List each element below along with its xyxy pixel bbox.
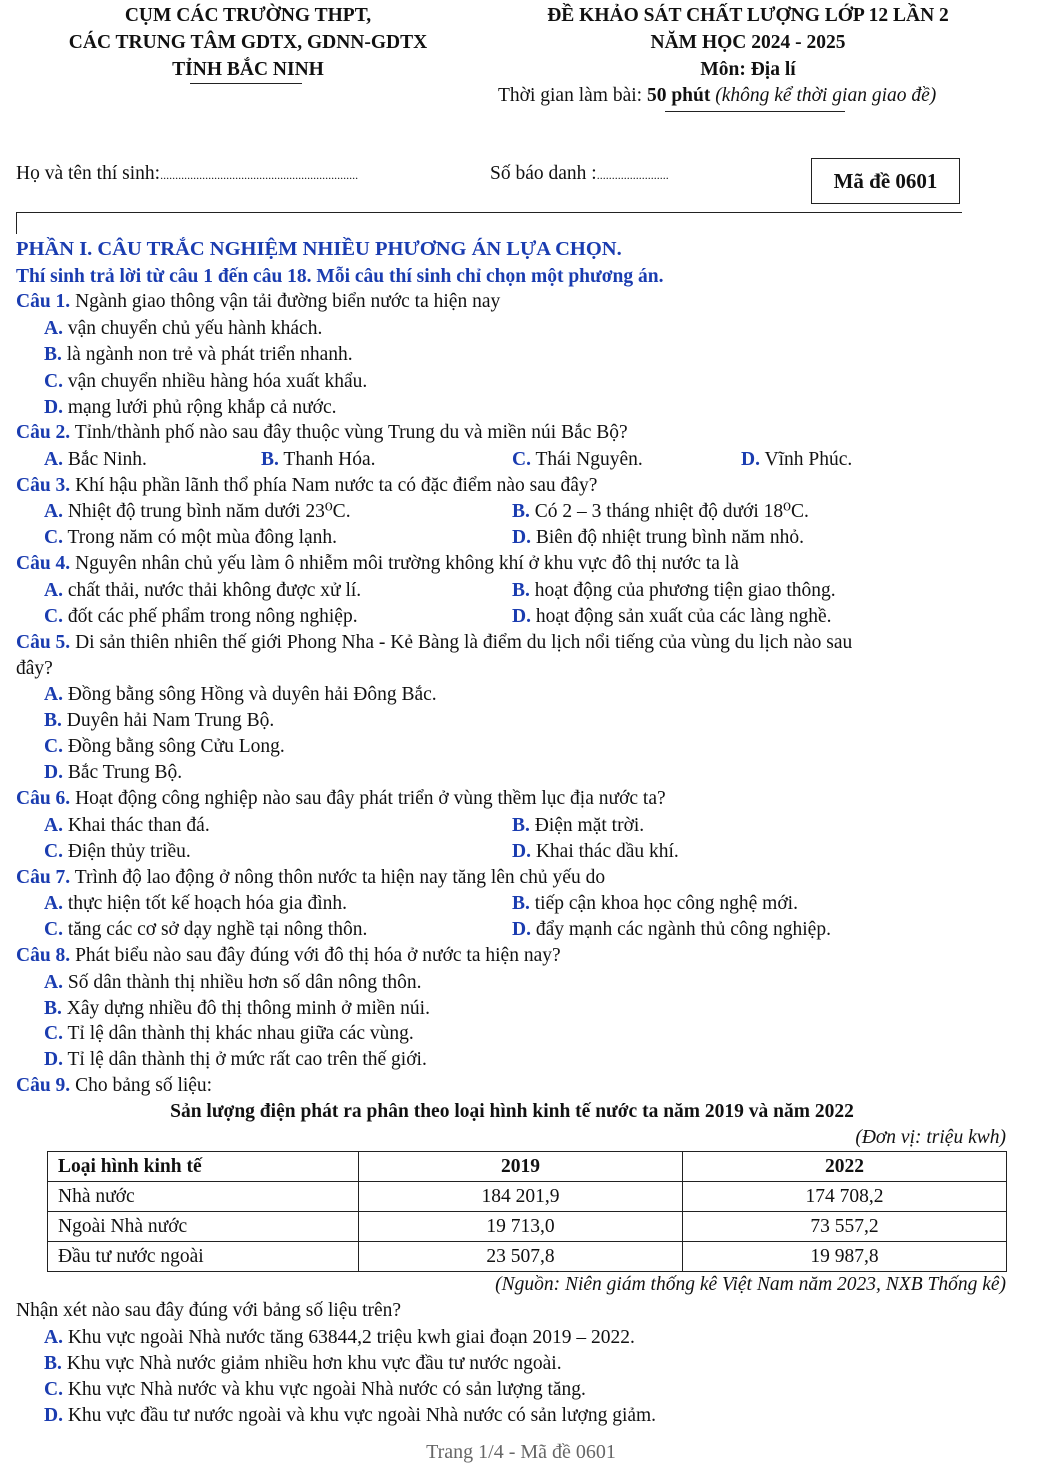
q2-option-a[interactable]: A. Bắc Ninh. — [44, 449, 147, 470]
q7-option-d[interactable]: D. đẩy mạnh các ngành thủ công nghiệp. — [512, 919, 831, 940]
q9-option-c[interactable]: C. Khu vực Nhà nước và khu vực ngoài Nhà nước có sản lượng tăng. — [44, 1379, 586, 1400]
question-9: Câu 9. Cho bảng số liệu: — [16, 1075, 213, 1096]
question-5-continued: đây? — [16, 658, 53, 679]
q4-option-c[interactable]: C. đốt các phế phẩm trong nông nghiệp. — [44, 606, 358, 627]
table-cell: 19 713,0 — [359, 1212, 683, 1242]
table-cell: 73 557,2 — [683, 1212, 1007, 1242]
q9-option-a[interactable]: A. Khu vực ngoài Nhà nước tăng 63844,2 triệu kwh giai đoạn 2019 – 2022. — [44, 1327, 635, 1348]
question-1 — [16, 291, 500, 313]
q1-option-d[interactable]: D. mạng lưới phủ rộng khắp cả nước. — [44, 397, 337, 418]
header-left-underline — [190, 83, 302, 84]
q3-option-d[interactable]: D. Biên độ nhiệt trung bình năm nhỏ. — [512, 527, 804, 548]
table-cell: 174 708,2 — [683, 1182, 1007, 1212]
question-7: Câu 7. Trình độ lao động ở nông thôn nước ta hiện nay tăng lên chủ yếu do — [16, 867, 606, 888]
table-title: Sản lượng điện phát ra phân theo loại hình kinh tế nước ta năm 2019 và năm 2022 — [170, 1101, 854, 1122]
q6-option-b[interactable]: B. Điện mặt trời. — [512, 815, 645, 836]
name-label: Họ và tên thí sinh: — [16, 163, 161, 184]
section-instruction: Thí sinh trả lời từ câu 1 đến câu 18. Mỗi câu thí sinh chỉ chọn một phương án. — [16, 266, 664, 287]
sbd-dots: ........................ — [596, 168, 669, 182]
q8-option-a[interactable]: A. Số dân thành thị nhiều hơn số dân nông thôn. — [44, 972, 422, 993]
q1-option-a[interactable]: A. vận chuyển chủ yếu hành khách. — [44, 318, 323, 339]
table-cell: Đầu tư nước ngoài — [48, 1242, 359, 1272]
q4-option-a[interactable]: A. chất thải, nước thải không được xử lí. — [44, 580, 362, 601]
header-cell: Loại hình kinh tế — [48, 1152, 359, 1182]
table-row — [48, 1212, 1007, 1242]
sbd-label: Số báo danh : — [490, 163, 597, 184]
time-note: (không kể thời gian giao đề) — [715, 85, 937, 106]
table-row — [48, 1242, 1007, 1272]
q8-option-d[interactable]: D. Tỉ lệ dân thành thị ở mức rất cao trên thế giới. — [44, 1049, 427, 1070]
q5-option-b[interactable]: B. Duyên hải Nam Trung Bộ. — [44, 710, 275, 731]
header-left-line-3: TỈNH BẮC NINH — [172, 59, 324, 80]
q6-option-d[interactable]: D. Khai thác dầu khí. — [512, 841, 679, 862]
q7-option-b[interactable]: B. tiếp cận khoa học công nghệ mới. — [512, 893, 798, 914]
q8-option-b[interactable]: B. Xây dựng nhiều đô thị thông minh ở miền núi. — [44, 998, 430, 1019]
header-left-line-2: CÁC TRUNG TÂM GDTX, GDNN-GDTX — [68, 32, 428, 53]
q4-option-d[interactable]: D. hoạt động sản xuất của các làng nghề. — [512, 606, 832, 627]
q2-option-b[interactable]: B. Thanh Hóa. — [261, 449, 376, 470]
question-6: Câu 6. Hoạt động công nghiệp nào sau đây phát triển ở vùng thềm lục địa nước ta? — [16, 788, 666, 809]
header-cell: 2019 — [359, 1152, 683, 1182]
question-4: Câu 4. Nguyên nhân chủ yếu làm ô nhiễm môi trường không khí ở khu vực đô thị nước ta là — [16, 553, 739, 574]
header-cell: 2022 — [683, 1152, 1007, 1182]
data-table — [47, 1151, 1007, 1272]
table-unit: (Đơn vị: triệu kwh) — [855, 1127, 1006, 1148]
exam-code-box: Mã đề 0601 — [811, 158, 960, 204]
question-3: Câu 3. Khí hậu phần lãnh thổ phía Nam nước ta có đặc điểm nào sau đây? — [16, 475, 598, 496]
question-5: Câu 5. Di sản thiên nhiên thế giới Phong Nha - Kẻ Bàng là điểm du lịch nổi tiếng của vùng du lịch nào sau — [16, 632, 853, 653]
q8-option-c[interactable]: C. Tỉ lệ dân thành thị khác nhau giữa các vùng. — [44, 1023, 414, 1044]
q3-option-a[interactable]: A. Nhiệt độ trung bình năm dưới 23⁰C. — [44, 501, 351, 522]
q5-option-c[interactable]: C. Đồng bằng sông Cửu Long. — [44, 736, 285, 757]
cursor-mark — [16, 212, 17, 234]
table-cell: Ngoài Nhà nước — [48, 1212, 359, 1242]
header-divider — [16, 212, 962, 213]
time-label: Thời gian làm bài: — [498, 85, 643, 106]
header-right-line-1: ĐỀ KHẢO SÁT CHẤT LƯỢNG LỚP 12 LẦN 2 — [547, 5, 949, 26]
candidate-name-row — [16, 163, 358, 185]
table-cell: Nhà nước — [48, 1182, 359, 1212]
q6-option-c[interactable]: C. Điện thủy triều. — [44, 841, 191, 862]
q5-option-a[interactable]: A. Đồng bằng sông Hồng và duyên hải Đông Bắc. — [44, 684, 437, 705]
table-cell: 19 987,8 — [683, 1242, 1007, 1272]
q3-option-c[interactable]: C. Trong năm có một mùa đông lạnh. — [44, 527, 338, 548]
question-2: Câu 2. Tỉnh/thành phố nào sau đây thuộc vùng Trung du và miền núi Bắc Bộ? — [16, 422, 628, 443]
q2-option-c[interactable]: C. Thái Nguyên. — [512, 449, 643, 470]
q1-option-c[interactable]: C. vận chuyển nhiều hàng hóa xuất khẩu. — [44, 371, 368, 392]
candidate-sbd-row — [490, 163, 669, 185]
exam-time — [498, 85, 936, 107]
name-dots: .................................................................. — [160, 168, 359, 182]
header-left-line-1: CỤM CÁC TRƯỜNG THPT, — [124, 5, 372, 26]
q7-option-c[interactable]: C. tăng các cơ sở dạy nghề tại nông thôn. — [44, 919, 368, 940]
q7-option-a[interactable]: A. thực hiện tốt kế hoạch hóa gia đình. — [44, 893, 348, 914]
time-underline — [665, 111, 845, 112]
table-row — [48, 1182, 1007, 1212]
q9-option-d[interactable]: D. Khu vực đầu tư nước ngoài và khu vực ngoài Nhà nước có sản lượng giảm. — [44, 1405, 657, 1426]
question-number: Câu 1. — [16, 291, 71, 312]
section-title: PHẦN I. CÂU TRẮC NGHIỆM NHIỀU PHƯƠNG ÁN LỰA CHỌN. — [16, 238, 622, 260]
table-question: Nhận xét nào sau đây đúng với bảng số liệu trên? — [16, 1300, 402, 1321]
table-source: (Nguồn: Niên giám thống kê Việt Nam năm 2023, NXB Thống kê) — [495, 1274, 1006, 1295]
table-cell: 184 201,9 — [359, 1182, 683, 1212]
q4-option-b[interactable]: B. hoạt động của phương tiện giao thông. — [512, 580, 836, 601]
question-8: Câu 8. Phát biểu nào sau đây đúng với đô thị hóa ở nước ta hiện nay? — [16, 945, 561, 966]
q9-option-b[interactable]: B. Khu vực Nhà nước giảm nhiều hơn khu vực đầu tư nước ngoài. — [44, 1353, 562, 1374]
question-text: Ngành giao thông vận tải đường biển nước ta hiện nay — [75, 291, 501, 312]
q5-option-d[interactable]: D. Bắc Trung Bộ. — [44, 762, 183, 783]
q6-option-a[interactable]: A. Khai thác than đá. — [44, 815, 210, 836]
q1-option-b[interactable]: B. là ngành non trẻ và phát triển nhanh. — [44, 344, 353, 365]
q2-option-d[interactable]: D. Vĩnh Phúc. — [741, 449, 853, 470]
header-right-line-2: NĂM HỌC 2024 - 2025 — [650, 32, 846, 53]
table-header-row — [48, 1152, 1007, 1182]
table-cell: 23 507,8 — [359, 1242, 683, 1272]
q3-option-b[interactable]: B. Có 2 – 3 tháng nhiệt độ dưới 18⁰C. — [512, 501, 809, 522]
page-footer: Trang 1/4 - Mã đề 0601 — [426, 1441, 616, 1463]
time-value: 50 phút — [646, 85, 711, 106]
header-right-line-3: Môn: Địa lí — [700, 59, 796, 80]
